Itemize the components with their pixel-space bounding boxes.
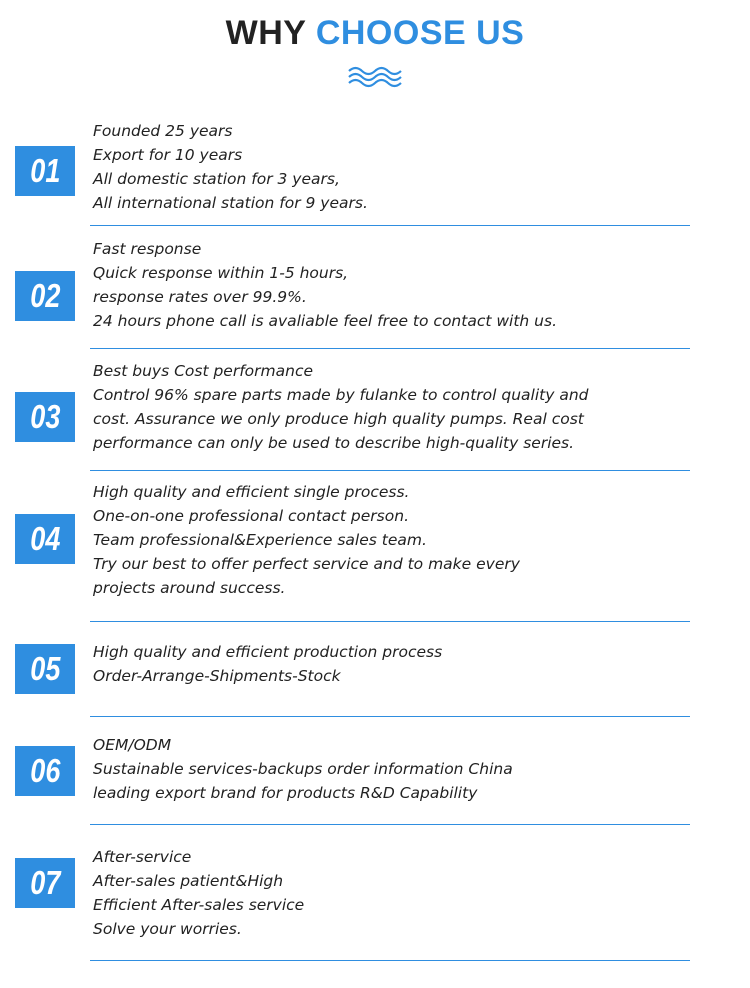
divider [90, 960, 690, 961]
item-description [93, 359, 693, 455]
item-number-badge: 02 [15, 271, 75, 321]
item-line: Solve your worries. [93, 920, 242, 938]
divider [90, 621, 690, 622]
item-line: 24 hours phone call is avaliable feel free to contact with us. [93, 312, 557, 330]
divider [90, 716, 690, 717]
item-line: Fast response [93, 240, 202, 258]
item-line: Quick response within 1-5 hours, [93, 264, 349, 282]
item-line: After-sales patient&High [93, 872, 284, 890]
item-line: projects around success. [93, 579, 286, 597]
item-line: High quality and efficient production process [93, 643, 443, 661]
item-line: After-service [93, 848, 192, 866]
item-line: Control 96% spare parts made by fulanke to control quality and [93, 386, 589, 404]
item-line: Sustainable services-backups order information China [93, 760, 513, 778]
item-description [93, 237, 693, 333]
page-title [0, 14, 750, 53]
item-line: High quality and efficient single process. [93, 483, 410, 501]
divider [90, 824, 690, 825]
item-line: All international station for 9 years. [93, 194, 368, 212]
item-line: cost. Assurance we only produce high quality pumps. Real cost [93, 410, 584, 428]
item-line: leading export brand for products R&D Capability [93, 784, 478, 802]
wave-icon [347, 66, 403, 88]
item-description [93, 119, 693, 215]
item-description [93, 845, 693, 941]
item-number-badge: 03 [15, 392, 75, 442]
item-number-badge: 07 [15, 858, 75, 908]
divider [90, 470, 690, 471]
item-description [93, 733, 693, 805]
item-number-badge: 01 [15, 146, 75, 196]
item-line: performance can only be used to describe high-quality series. [93, 434, 575, 452]
divider [90, 348, 690, 349]
item-line: Try our best to offer perfect service and to make every [93, 555, 520, 573]
item-number-badge: 05 [15, 644, 75, 694]
item-number-badge: 06 [15, 746, 75, 796]
item-line: Team professional&Experience sales team. [93, 531, 427, 549]
item-line: Efficient After-sales service [93, 896, 305, 914]
item-line: Founded 25 years [93, 122, 233, 140]
title-word-why: WHY [225, 14, 306, 52]
title-word-choose-us: CHOOSE US [315, 14, 525, 52]
item-line: Export for 10 years [93, 146, 243, 164]
item-description [93, 480, 693, 600]
item-number-badge: 04 [15, 514, 75, 564]
item-line: One-on-one professional contact person. [93, 507, 409, 525]
item-line: Order-Arrange-Shipments-Stock [93, 667, 341, 685]
item-description [93, 640, 693, 688]
item-line: Best buys Cost performance [93, 362, 314, 380]
divider [90, 225, 690, 226]
item-line: All domestic station for 3 years, [93, 170, 340, 188]
item-line: OEM/ODM [93, 736, 172, 754]
item-line: response rates over 99.9%. [93, 288, 307, 306]
